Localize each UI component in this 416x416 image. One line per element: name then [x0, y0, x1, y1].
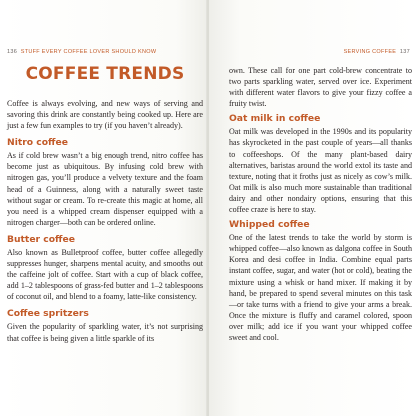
left-running-head-text: STUFF EVERY COFFEE LOVER SHOULD KNOW [20, 49, 157, 55]
right-page-number: 137 [399, 49, 410, 55]
section-heading-butter: Butter coffee [7, 233, 75, 245]
section-body-oat-milk: Oat milk was developed in the 1990s and its popularity has skyrocketed in the past couple of years—all thanks to coffeeshops. Of the many plant-based dairy alternatives, baristas around the world extol its taste and texture, noting that it froths just as nicely as cow’s milk. Oat milk is also much more sustainable than traditional dairy and other nondairy options, ensuring that this coffee craze is here to stay. [229, 127, 412, 215]
section-heading-nitro: Nitro coffee [7, 137, 68, 149]
left-running-head [7, 49, 156, 55]
section-heading-spritzers: Coffee spritzers [7, 308, 89, 320]
section-heading-whipped: Whipped coffee [229, 219, 310, 231]
section-body-butter: Also known as Bulletproof coffee, butter coffee allegedly suppresses hunger, sharpens mental acuity, and smooths out the caffeine jolt of coffee. Start with a cup of black coffee, add 1–2 tablespoons of grass-fed butter and 1–2 tablespoons of coconut oil, and blend to a foamy, latte-like consistency. [7, 247, 203, 302]
left-page-number: 136 [7, 49, 18, 55]
section-heading-oat-milk: Oat milk in coffee [229, 113, 321, 125]
chapter-title: COFFEE TRENDS [25, 64, 185, 84]
section-body-spritzers: Given the popularity of sparkling water, it’s not surprising that coffee is being given a little sparkle of its [7, 322, 203, 343]
right-running-head [344, 49, 410, 55]
right-running-head-text: SERVING COFFEE [343, 49, 397, 55]
intro-paragraph: Coffee is always evolving, and new ways of serving and savoring this drink are constantly being cooked up. Here are just a few fun examples to try (if you haven’t already). [7, 99, 203, 131]
continued-paragraph: own. These call for one part cold-brew concentrate to two parts sparkling water, served over ice. Experiment with different water flavors to give your fizzy coffee a fruity twist. [229, 66, 412, 109]
left-column [7, 98, 203, 344]
right-column [229, 65, 412, 343]
left-page [0, 0, 207, 416]
section-body-nitro: As if cold brew wasn’t a big enough trend, nitro coffee has become just as ubiquitous. By infusing cold brew with nitrogen gas, you’ll produce a velvety texture and the foam head of a Guinness, along with a naturally sweet taste without sugar or cream. To re-create this magic at home, all you need is a whipped cream dispenser equipped with a nitrogen charger—both can be ordered online. [7, 151, 203, 227]
section-body-whipped: One of the latest trends to take the world by storm is whipped coffee—also known as dalgona coffee in South Korea and desi coffee in India. Combine equal parts instant coffee, sugar, and water (hot or cold), beating the mixture using a whisk or hand mixer. If making it by hand, be prepared to spend several minutes on this task—or take turns with a friend to give your arms a break. Once the mixture is fluffy and caramel colored, spoon over milk; add ice if you want your whipped coffee sweet and cool. [229, 233, 412, 342]
